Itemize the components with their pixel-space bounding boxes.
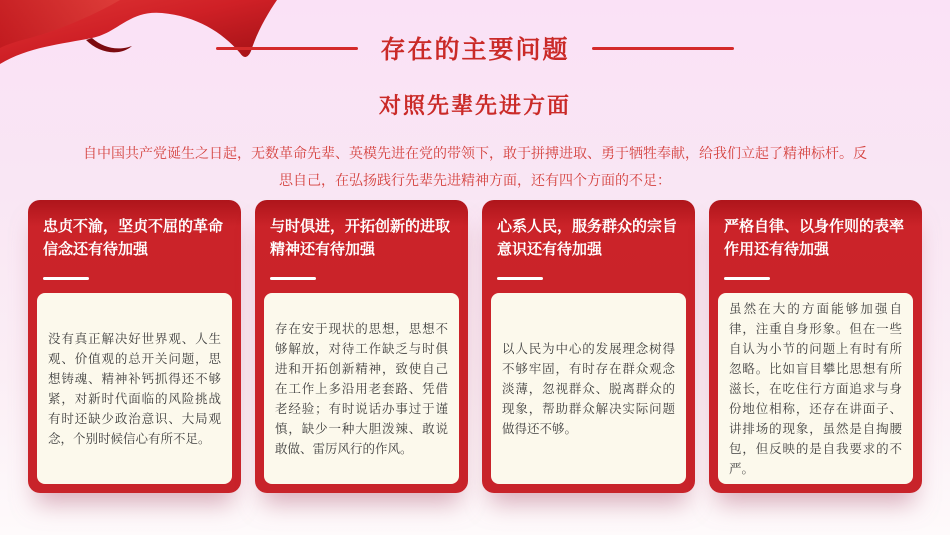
problem-card-2 <box>255 200 468 493</box>
heading-underline <box>724 277 770 280</box>
card-heading: 严格自律、以身作则的表率作用还有待加强 <box>724 218 905 258</box>
card-body-text: 存在安于现状的思想，思想不够解放，对待工作缺乏与时俱进和开拓创新精神，致使自己在工作上多沿用老套路、凭借老经验；有时说话办事过于谨慎，缺少一种大胆泼辣、敢说敢做、雷厉风行的作风。 <box>275 321 448 456</box>
card-heading: 忠贞不渝，坚贞不屈的革命信念还有待加强 <box>43 218 224 258</box>
title-left-line <box>216 47 358 50</box>
title-right-line <box>592 47 734 50</box>
card-heading: 心系人民，服务群众的宗旨意识还有待加强 <box>497 218 678 258</box>
intro-paragraph: 自中国共产党诞生之日起，无数革命先辈、英模先进在党的带领下，敢于拼搏进取、勇于牺牲奉献，给我们立起了精神标杆。反思自己，在弘扬践行先辈先进精神方面，还有四个方面的不足： <box>83 145 867 188</box>
page-title: 存在的主要问题 <box>380 36 570 64</box>
card-body <box>37 293 232 484</box>
heading-underline <box>270 277 316 280</box>
problem-card-1 <box>28 200 241 493</box>
card-heading: 与时俱进，开拓创新的进取精神还有待加强 <box>270 218 451 258</box>
card-body <box>718 293 913 484</box>
card-body <box>491 293 686 484</box>
page-subtitle: 对照先辈先进方面 <box>378 93 571 118</box>
card-body <box>264 293 459 484</box>
problem-cards <box>28 200 922 493</box>
title-row <box>0 0 950 66</box>
card-body-text: 以人民为中心的发展理念树得不够牢固，有时存在群众观念淡薄，忽视群众、脱离群众的现象，帮助群众解决实际问题做得还不够。 <box>502 341 675 436</box>
card-body-text: 虽然在大的方面能够加强自律，注重自身形象。但在一些自认为小节的问题上有时有所忽略。比如盲目攀比思想有所滋长，在吃住行方面追求与身份地位相称，还存在讲面子、讲排场的现象，虽然是自掏腰包，但反映的是自我要求的不严。 <box>729 301 902 476</box>
problem-card-4 <box>709 200 922 493</box>
problem-card-3 <box>482 200 695 493</box>
heading-underline <box>497 277 543 280</box>
heading-underline <box>43 277 89 280</box>
card-body-text: 没有真正解决好世界观、人生观、价值观的总开关问题，思想铸魂、精神补钙抓得还不够紧，对新时代面临的风险挑战有时还缺少政治意识、大局观念，个别时候信心有所不足。 <box>48 331 221 446</box>
